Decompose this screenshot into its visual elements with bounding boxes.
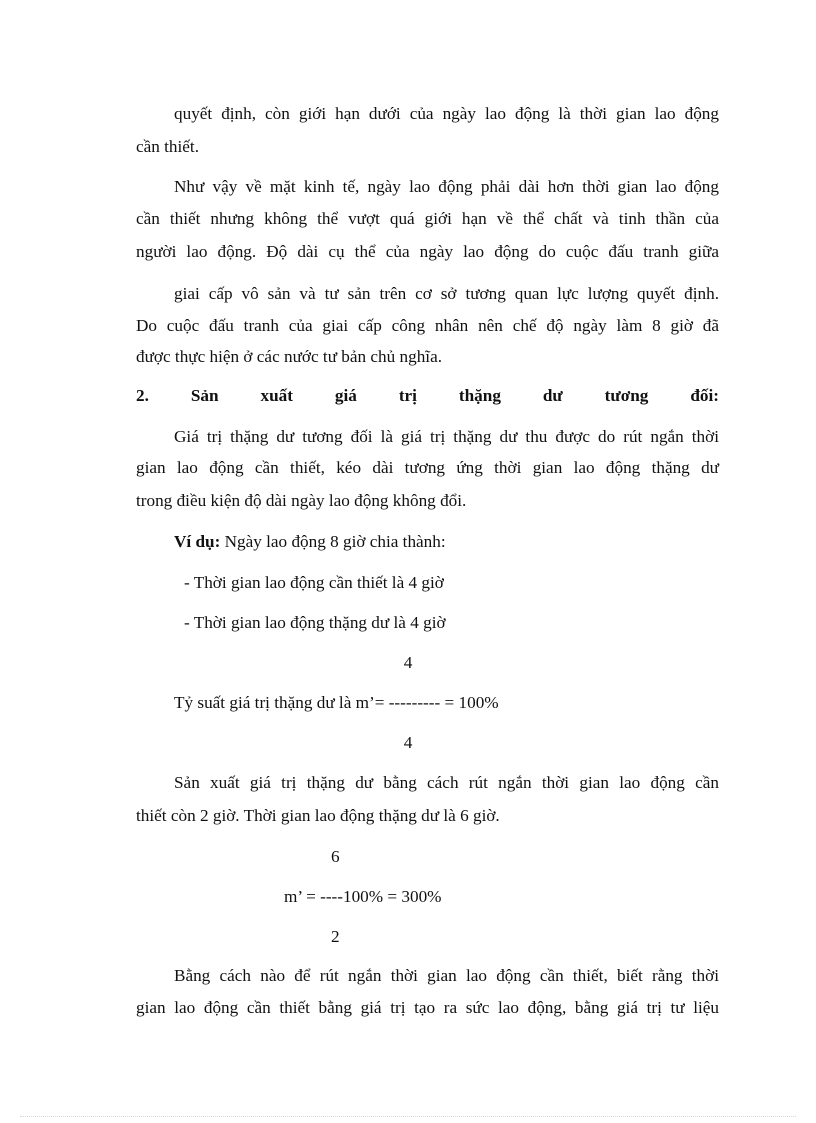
definition-line: gian lao động cần thiết, kéo dài tương ứng thời gian lao động thặng dư <box>136 458 719 477</box>
section-heading <box>136 384 719 408</box>
paragraph-line: gian lao động cần thiết bằng giá trị tạo ra sức lao động, bằng giá trị tư liệu <box>136 998 719 1017</box>
example-line <box>174 530 719 554</box>
example-item: - Thời gian lao động cần thiết là 4 giờ <box>184 573 444 592</box>
heading-word: tương <box>604 386 649 405</box>
heading-word: giá <box>334 386 357 405</box>
heading-word: đối: <box>690 386 719 405</box>
formula-line: Tỷ suất giá trị thặng dư là m’= --------- = 100% <box>174 693 499 712</box>
heading-word: thặng <box>458 386 501 405</box>
definition-line: Giá trị thặng dư tương đối là giá trị thặng dư thu được do rút ngắn thời <box>174 427 719 446</box>
paragraph-line: thiết còn 2 giờ. Thời gian lao động thặng dư là 6 giờ. <box>136 806 500 825</box>
paragraph-line: Sản xuất giá trị thặng dư bằng cách rút ngắn thời gian lao động cần <box>174 773 719 792</box>
page-bottom-rule <box>20 1116 796 1117</box>
formula-denominator: 4 <box>403 733 413 752</box>
example-item: - Thời gian lao động thặng dư là 4 giờ <box>184 613 446 632</box>
formula-numerator: 4 <box>403 653 413 672</box>
heading-word: Sản <box>190 386 219 405</box>
paragraph-line: cần thiết nhưng không thể vượt quá giới hạn về thể chất và tinh thần của <box>136 209 719 228</box>
heading-word: dư <box>542 386 563 405</box>
paragraph-line: Do cuộc đấu tranh của giai cấp công nhân nên chế độ ngày làm 8 giờ đã <box>136 316 719 335</box>
heading-word: trị <box>398 386 417 405</box>
example-label: Ví dụ: <box>174 532 221 551</box>
heading-word: xuất <box>260 386 293 405</box>
paragraph-line: được thực hiện ở các nước tư bản chủ nghĩa. <box>136 347 443 366</box>
formula-numerator: 6 <box>331 847 340 866</box>
heading-number: 2. <box>136 386 149 405</box>
paragraph-line: Bằng cách nào để rút ngắn thời gian lao động cần thiết, biết rằng thời <box>174 966 719 985</box>
formula-line: m’ = ----100% = 300% <box>284 887 442 906</box>
paragraph-line: người lao động. Độ dài cụ thể của ngày lao động do cuộc đấu tranh giữa <box>136 242 719 261</box>
example-text: Ngày lao động 8 giờ chia thành: <box>220 532 446 551</box>
formula-denominator: 2 <box>331 927 340 946</box>
paragraph-line: giai cấp vô sản và tư sản trên cơ sở tương quan lực lượng quyết định. <box>174 284 719 303</box>
paragraph-line: Như vậy về mặt kinh tế, ngày lao động phải dài hơn thời gian lao động <box>174 177 719 196</box>
definition-line: trong điều kiện độ dài ngày lao động không đổi. <box>136 491 467 510</box>
paragraph-line: cần thiết. <box>136 137 199 156</box>
paragraph-line: quyết định, còn giới hạn dưới của ngày lao động là thời gian lao động <box>174 104 719 123</box>
